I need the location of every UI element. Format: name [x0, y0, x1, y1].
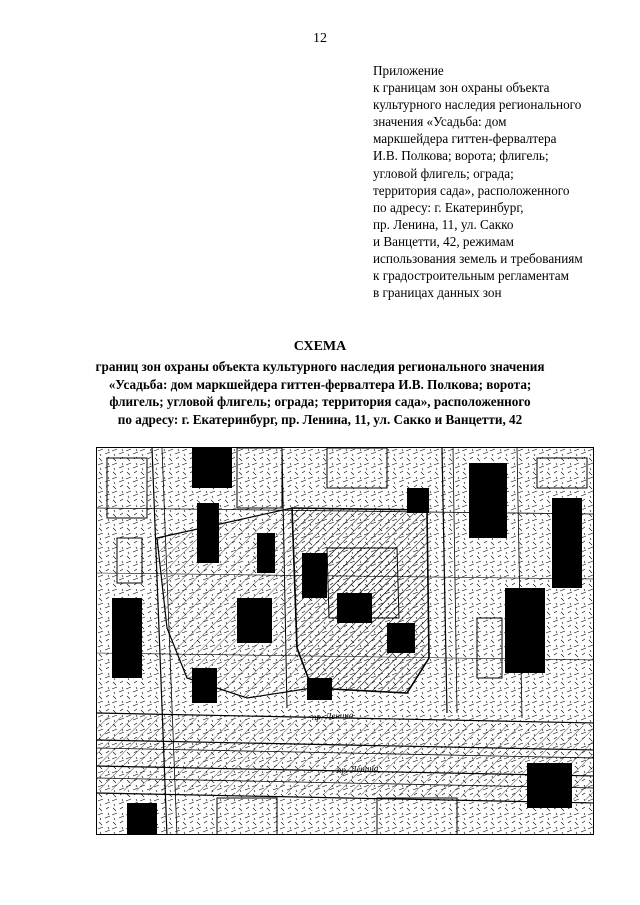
page-number: 12 — [313, 31, 327, 46]
appendix-line: Приложение — [373, 63, 444, 78]
zone-map — [96, 447, 594, 835]
appendix-line: маркшейдера гиттен-фервалтера — [373, 131, 557, 147]
appendix-line: территория сада», расположенного — [373, 182, 570, 198]
appendix-line: к градостроительным регламентам — [373, 268, 569, 284]
appendix-line: к границам зон охраны объекта — [373, 80, 550, 96]
street-label-lower: пр. Ленина — [336, 762, 379, 775]
scheme-subtitle-line: по адресу: г. Екатеринбург, пр. Ленина, 11, ул. Сакко и Ванцетти, 42 — [117, 411, 523, 427]
scheme-subtitle-line: флигель; угловой флигель; ограда; территория сада», расположенного — [109, 394, 531, 410]
scheme-subtitle — [0, 358, 640, 428]
appendix-line: угловой флигель; ограда; — [373, 165, 514, 181]
appendix-line: культурного наследия регионального — [373, 97, 582, 113]
appendix-line: использования земель и требованиям — [373, 251, 583, 267]
appendix-line: в границах данных зон — [373, 285, 502, 301]
zone-map-drawing — [97, 448, 594, 835]
scheme-subtitle-line: границ зон охраны объекта культурного наследия регионального значения — [95, 359, 545, 374]
scheme-title: СХЕМА — [293, 339, 347, 354]
appendix-line: по адресу: г. Екатеринбург, — [373, 199, 524, 215]
appendix-line: пр. Ленина, 11, ул. Сакко — [373, 216, 514, 232]
street-label-upper: пр. Ленина — [311, 709, 354, 722]
appendix-line: и Ванцетти, 42, режимам — [373, 233, 514, 249]
appendix-line: И.В. Полкова; ворота; флигель; — [373, 148, 549, 164]
appendix-block — [373, 62, 633, 301]
appendix-line: значения «Усадьба: дом — [373, 114, 507, 130]
scheme-subtitle-line: «Усадьба: дом маркшейдера гиттен-фервалтера И.В. Полкова; ворота; — [108, 376, 532, 392]
